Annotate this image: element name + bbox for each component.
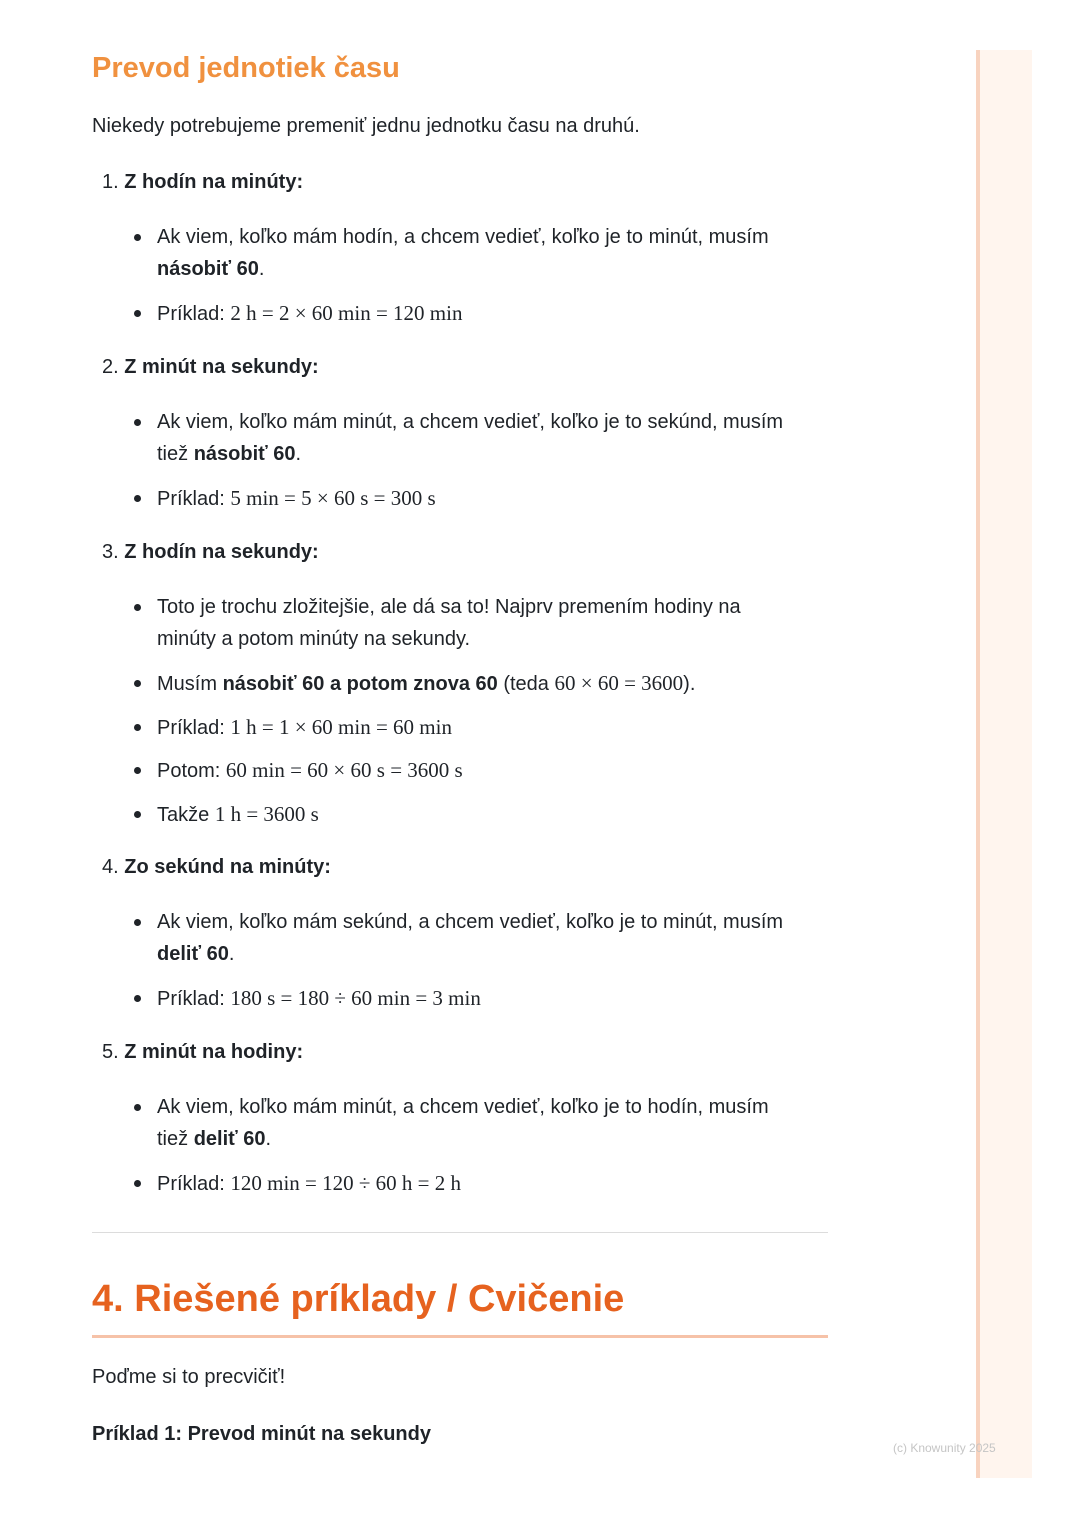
chapter-heading: 4. Riešené príklady / Cvičenie xyxy=(92,1278,625,1320)
bullet-item: Príklad: 5 min = 5 × 60 s = 300 s xyxy=(130,482,820,515)
bullet-icon xyxy=(134,995,141,1002)
item-number: 3. xyxy=(102,541,119,563)
bullet-icon xyxy=(134,724,141,731)
item-number: 4. xyxy=(102,856,119,878)
bullet-item: Ak viem, koľko mám minút, a chcem vedieť, koľko je to sekúnd, musím tiež násobiť 60. xyxy=(130,406,820,470)
heading-underline xyxy=(92,1335,828,1338)
bullet-item: Takže 1 h = 3600 s xyxy=(130,798,820,831)
bullet-item: Príklad: 1 h = 1 × 60 min = 60 min xyxy=(130,711,820,744)
bullet-icon xyxy=(134,680,141,687)
bullet-item: Toto je trochu zložitejšie, ale dá sa to! Najprv premením hodiny na minúty a potom minúty na sekundy. xyxy=(130,591,770,655)
section-heading: Prevod jednotiek času xyxy=(92,52,400,84)
sidebar-border xyxy=(976,50,980,1478)
bullet-icon xyxy=(134,419,141,426)
bullet-icon xyxy=(134,811,141,818)
bullet-item: Príklad: 180 s = 180 ÷ 60 min = 3 min xyxy=(130,982,820,1015)
chapter-intro: Poďme si to precvičiť! xyxy=(92,1366,286,1388)
bullet-item: Ak viem, koľko mám sekúnd, a chcem vedieť, koľko je to minút, musím deliť 60. xyxy=(130,906,820,970)
item-title: Z hodín na minúty: xyxy=(124,171,304,193)
copyright-text: (c) Knowunity 2025 xyxy=(893,1441,996,1455)
bullet-icon xyxy=(134,767,141,774)
item-title: Z minút na hodiny: xyxy=(124,1041,304,1063)
example-title: Príklad 1: Prevod minút na sekundy xyxy=(92,1423,431,1445)
bullet-item: Príklad: 2 h = 2 × 60 min = 120 min xyxy=(130,297,820,330)
bullet-item: Potom: 60 min = 60 × 60 s = 3600 s xyxy=(130,754,820,787)
item-number: 2. xyxy=(102,356,119,378)
bullet-item: Musím násobiť 60 a potom znova 60 (teda 60 × 60 = 3600). xyxy=(130,667,820,700)
item-title: Z minút na sekundy: xyxy=(124,356,319,378)
item-number: 1. xyxy=(102,171,119,193)
item-title: Z hodín na sekundy: xyxy=(124,541,319,563)
bullet-icon xyxy=(134,310,141,317)
bullet-item: Ak viem, koľko mám hodín, a chcem vedieť, koľko je to minút, musím násobiť 60. xyxy=(130,221,820,285)
bullet-item: Ak viem, koľko mám minút, a chcem vedieť, koľko je to hodín, musím tiež deliť 60. xyxy=(130,1091,820,1155)
bullet-icon xyxy=(134,1104,141,1111)
section-intro: Niekedy potrebujeme premeniť jednu jednotku času na druhú. xyxy=(92,115,640,137)
bullet-icon xyxy=(134,1180,141,1187)
bullet-icon xyxy=(134,919,141,926)
bullet-icon xyxy=(134,495,141,502)
divider xyxy=(92,1232,828,1233)
item-number: 5. xyxy=(102,1041,119,1063)
bullet-icon xyxy=(134,604,141,611)
bullet-item: Príklad: 120 min = 120 ÷ 60 h = 2 h xyxy=(130,1167,820,1200)
item-title: Zo sekúnd na minúty: xyxy=(124,856,331,878)
bullet-icon xyxy=(134,234,141,241)
sidebar-strip xyxy=(976,50,1032,1478)
